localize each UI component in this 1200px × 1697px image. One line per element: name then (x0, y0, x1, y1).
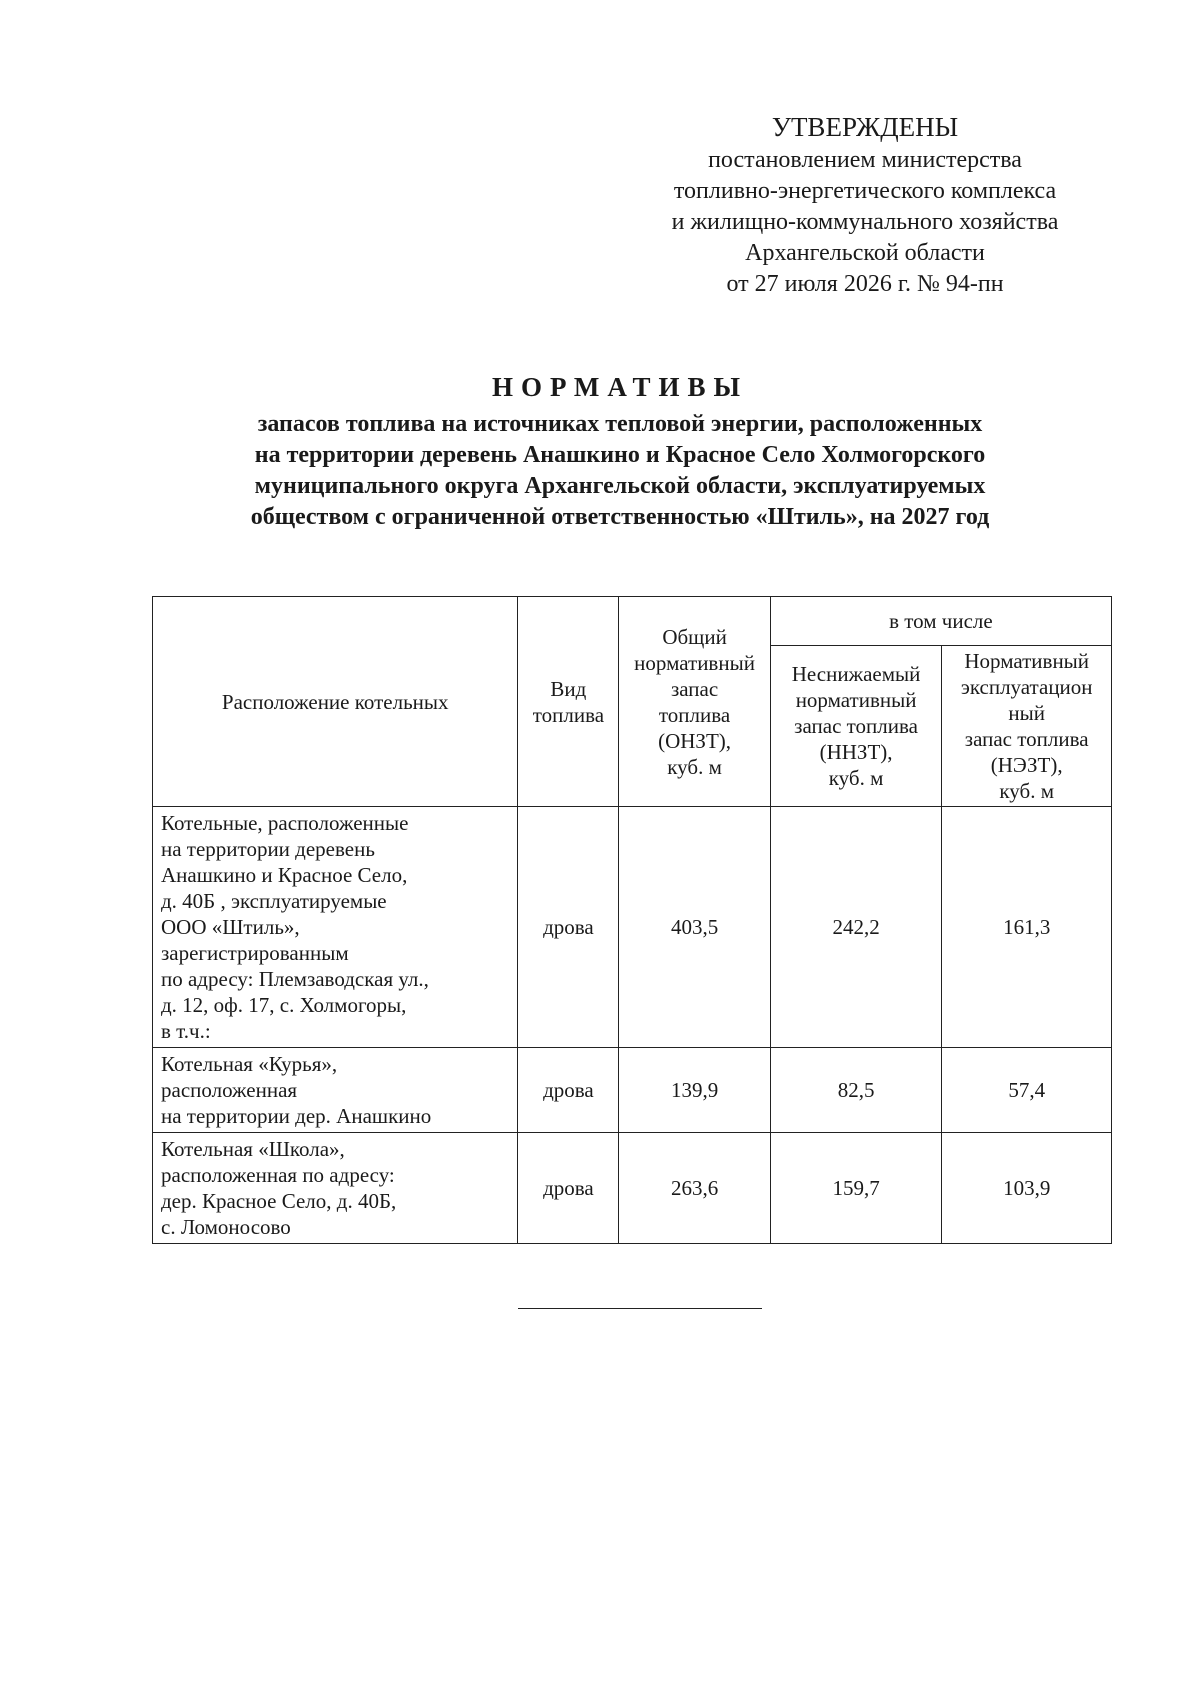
fuel-norms-table (152, 596, 1112, 1244)
table-row (153, 807, 1112, 1048)
cell-location: Котельные, расположенные на территории деревень Анашкино и Красное Село, д. 40Б , эксплуатируемые ООО «Штиль», зарегистрированным по адресу: Племзаводская ул., д. 12, оф. 17, с. Холмогоры, в т.ч.: (153, 807, 518, 1048)
header-nnzt: Неснижаемый нормативный запас топлива (ННЗТ), куб. м (770, 646, 942, 807)
approval-line: топливно-энергетического комплекса (673, 178, 1057, 204)
approval-block (600, 112, 1130, 300)
header-fuel-type: Вид топлива (518, 597, 619, 807)
end-divider (518, 1308, 762, 1309)
table-row (153, 1133, 1112, 1244)
cell-nnzt: 159,7 (770, 1133, 942, 1244)
approval-date-line: от 27 июля 2026 г. № 94-пн (726, 271, 1004, 297)
cell-location: Котельная «Курья», расположенная на территории дер. Анашкино (153, 1048, 518, 1133)
approval-line: Архангельской области (745, 240, 985, 266)
cell-nezt: 161,3 (942, 807, 1112, 1048)
cell-total: 139,9 (619, 1048, 770, 1133)
cell-fuel: дрова (518, 1048, 619, 1133)
header-including: в том числе (770, 597, 1111, 646)
cell-total: 403,5 (619, 807, 770, 1048)
document-subtitle (150, 409, 1090, 533)
subtitle-line: на территории деревень Анашкино и Красное Село Холмогорского (254, 442, 986, 468)
subtitle-line: муниципального округа Архангельской области, эксплуатируемых (254, 473, 986, 499)
cell-nezt: 57,4 (942, 1048, 1112, 1133)
approval-line: и жилищно-коммунального хозяйства (671, 209, 1059, 235)
cell-fuel: дрова (518, 807, 619, 1048)
header-nezt: Нормативный эксплуатацион ный запас топлива (НЭЗТ), куб. м (942, 646, 1112, 807)
cell-nnzt: 82,5 (770, 1048, 942, 1133)
table-row (153, 1048, 1112, 1133)
approval-line: постановлением министерства (708, 147, 1022, 173)
subtitle-line: обществом с ограниченной ответственностью «Штиль», на 2027 год (250, 504, 990, 530)
approval-heading: УТВЕРЖДЕНЫ (771, 112, 959, 142)
cell-location: Котельная «Школа», расположенная по адресу: дер. Красное Село, д. 40Б, с. Ломоносово (153, 1133, 518, 1244)
cell-nnzt: 242,2 (770, 807, 942, 1048)
header-location: Расположение котельных (153, 597, 518, 807)
cell-total: 263,6 (619, 1133, 770, 1244)
title-block (150, 372, 1090, 533)
cell-fuel: дрова (518, 1133, 619, 1244)
header-row (153, 597, 1112, 646)
cell-nezt: 103,9 (942, 1133, 1112, 1244)
document-title: НОРМАТИВЫ (491, 372, 749, 402)
header-total-reserve: Общий нормативный запас топлива (ОНЗТ), куб. м (619, 597, 770, 807)
subtitle-line: запасов топлива на источниках тепловой энергии, расположенных (257, 411, 983, 437)
